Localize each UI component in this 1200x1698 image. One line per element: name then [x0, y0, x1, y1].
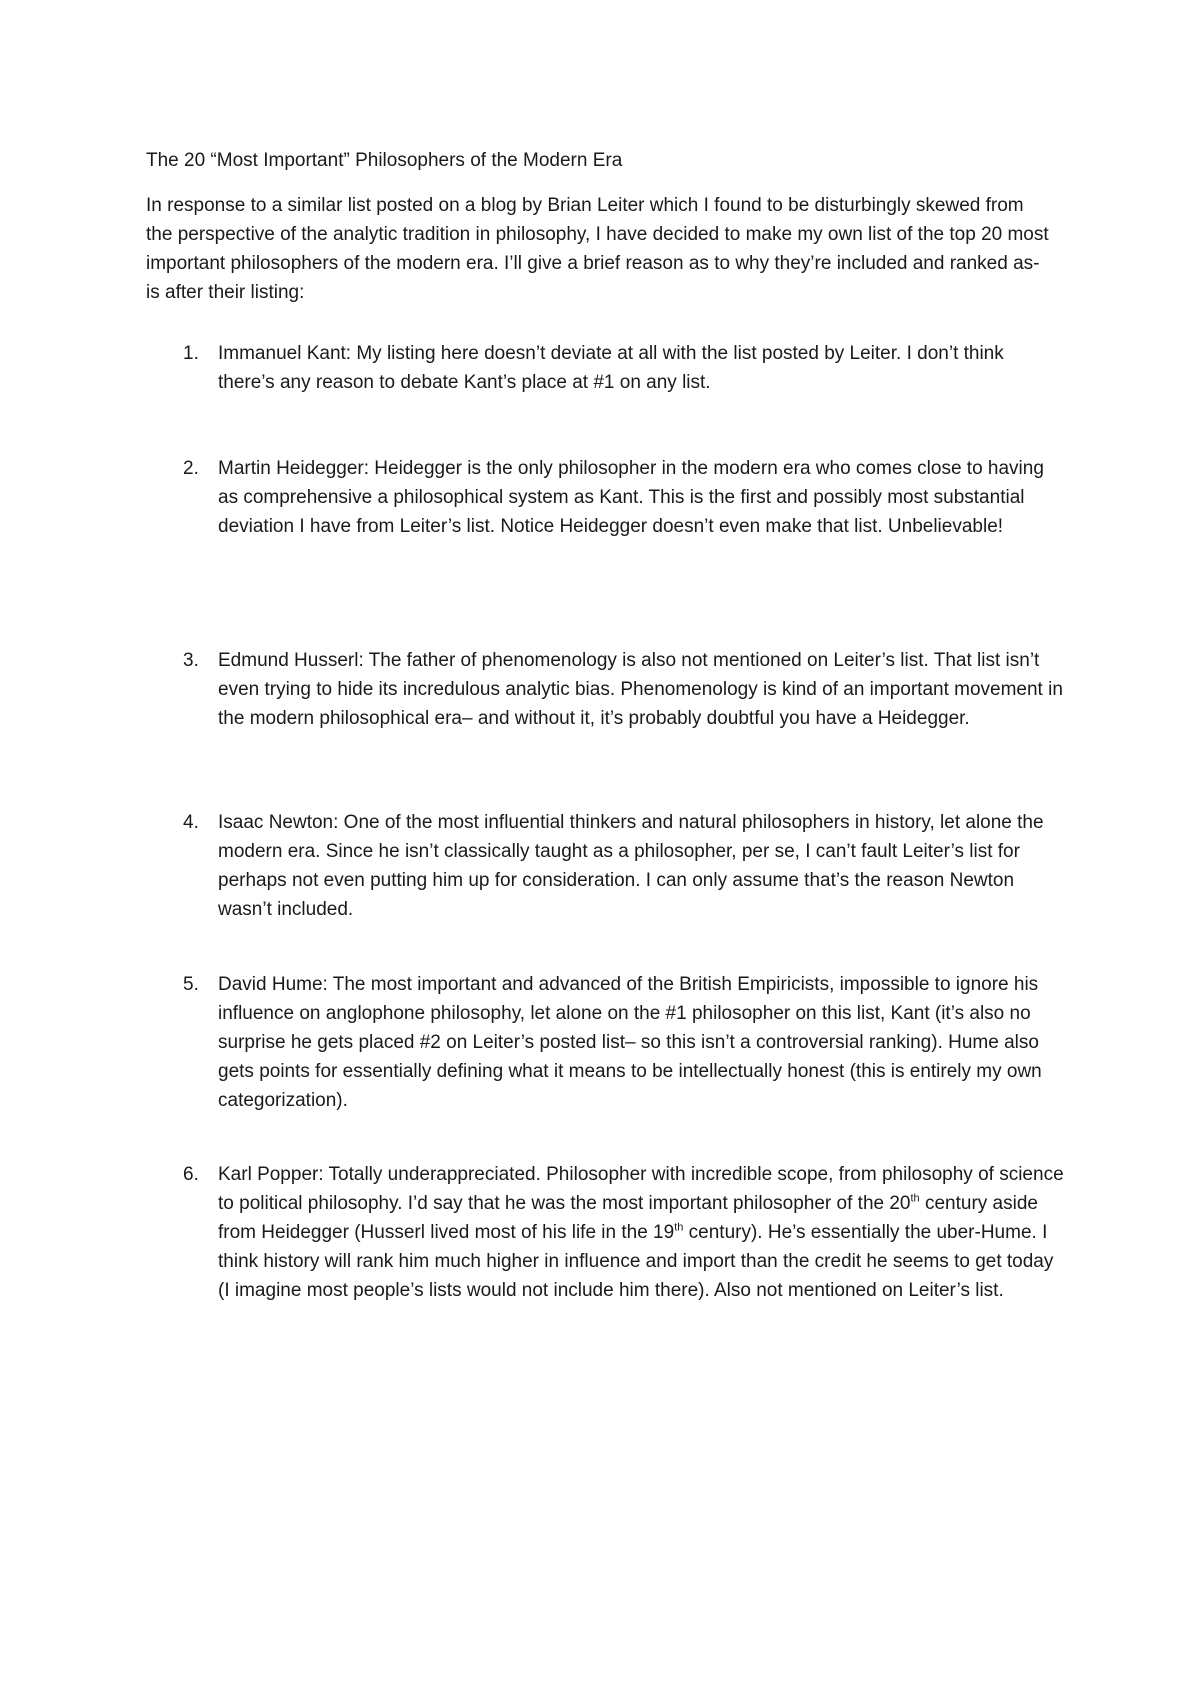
list-item-text-part: Karl Popper: Totally underappreciated. Philosopher with incredible scope, from philosophy of science to political philosophy. I’d say that he was the most important philosopher of the 20 [218, 1164, 1064, 1214]
list-item-number: 4. [183, 812, 199, 833]
ordinal-suffix: th [674, 1221, 684, 1234]
list-item-number: 3. [183, 650, 199, 671]
list-item-number: 5. [183, 974, 199, 995]
list-item-text [218, 1160, 1064, 1305]
list-item-text: Edmund Husserl: The father of phenomenology is also not mentioned on Leiter’s list. That list isn’t even trying to hide its incredulous analytic bias. Phenomenology is kind of an important movement in the modern philosophical era– and without it, it’s probably doubtful you have a Heidegger. [218, 650, 1063, 729]
list-item-text: Immanuel Kant: My listing here doesn’t deviate at all with the list posted by Leiter. I don’t think there’s any reason to debate Kant’s place at #1 on any list. [218, 343, 1004, 393]
list-item-text: David Hume: The most important and advanced of the British Empiricists, impossible to ignore his influence on anglophone philosophy, let alone on the #1 philosopher on this list, Kant (it’s also no surprise he gets placed #2 on Leiter’s posted list– so this isn’t a controversial ranking). Hume also gets points for essentially defining what it means to be intellectually honest (this is entirely my own categorization). [218, 974, 1042, 1111]
ordinal-suffix: th [910, 1192, 920, 1205]
list-item-number: 1. [183, 343, 199, 364]
list-item-number: 2. [183, 458, 199, 479]
list-item-number: 6. [183, 1164, 199, 1185]
list-item-text: Martin Heidegger: Heidegger is the only philosopher in the modern era who comes close to having as comprehensive a philosophical system as Kant. This is the first and possibly most substantial deviation I have from Leiter’s list. Notice Heidegger doesn’t even make that list. Unbelievable! [218, 458, 1044, 537]
intro-paragraph: In response to a similar list posted on a blog by Brian Leiter which I found to be disturbingly skewed from the perspective of the analytic tradition in philosophy, I have decided to make my own list of the top 20 most important philosophers of the modern era. I’ll give a brief reason as to why they’re included and ranked as-is after their listing: [146, 195, 1049, 303]
list-item-text: Isaac Newton: One of the most influential thinkers and natural philosophers in history, let alone the modern era. Since he isn’t classically taught as a philosopher, per se, I can’t fault Leiter’s list for perhaps not even putting him up for consideration. I can only assume that’s the reason Newton wasn’t included. [218, 812, 1044, 920]
list-item-text-part: century aside from Heidegger (Husserl lived most of his life in the 19 [218, 1193, 1038, 1243]
document-title: The 20 “Most Important” Philosophers of the Modern Era [146, 150, 623, 171]
list-item-text-part: century). He’s essentially the uber-Hume. I think history will rank him much higher in influence and import than the credit he seems to get today (I imagine most people’s lists would not include him there). Also not mentioned on Leiter’s list. [218, 1222, 1054, 1301]
